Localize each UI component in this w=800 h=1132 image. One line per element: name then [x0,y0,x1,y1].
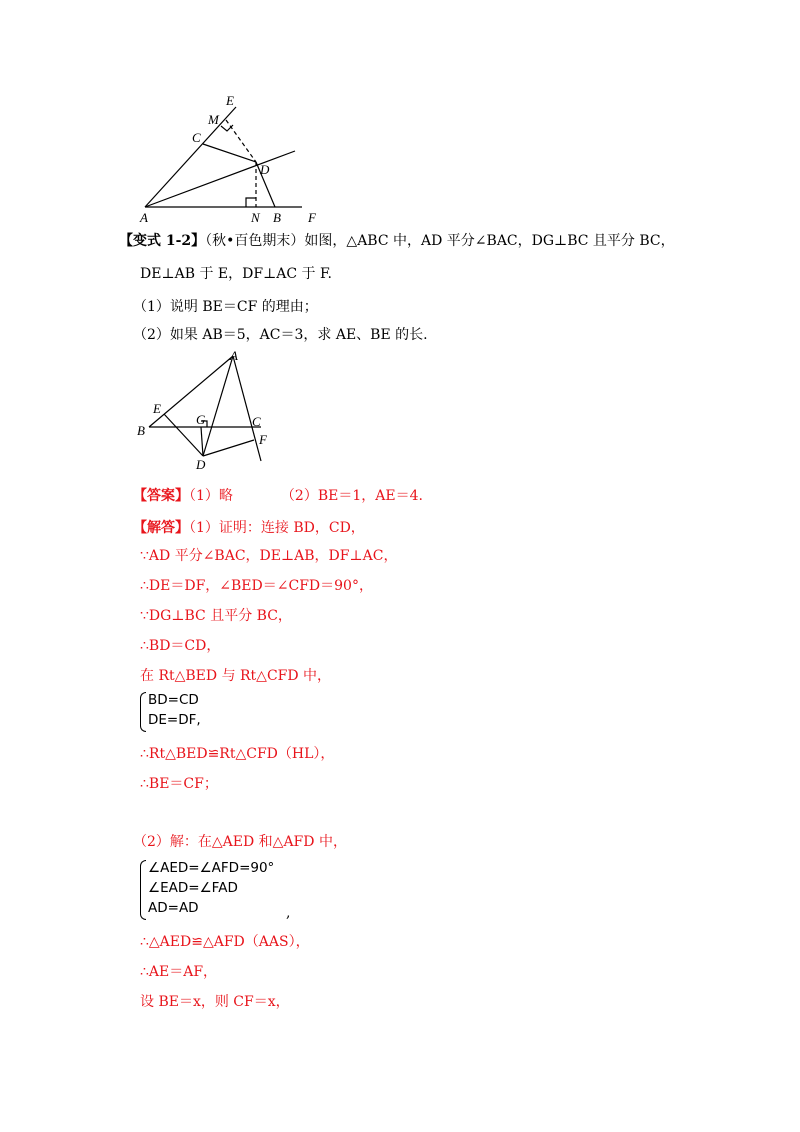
solution-line-9: （2）解：在△AED 和△AFD 中， [133,834,347,850]
solution-line-3: ∴DE＝DF，∠BED＝∠CFD＝90°， [140,578,373,594]
system-1-eq-2: DE=DF, [148,712,201,728]
label-C: C [252,414,261,429]
label-A: A [230,348,238,363]
system-1-tail: , [196,712,201,728]
answer-line [133,487,423,505]
label-B: B [273,210,281,225]
label-A: A [140,210,148,225]
label-E: E [153,401,161,416]
label-B: B [137,423,145,438]
solution-tag: 【解答】 [133,520,189,536]
solution-line-6: 在 Rt△BED 与 Rt△CFD 中， [140,668,332,684]
problem-line-2: DE⊥AB 于 E，DF⊥AC 于 F. [140,266,332,282]
system-1-eq-1: BD=CD [148,692,199,708]
system-2-eq-2: ∠EAD=∠FAD [148,880,238,896]
solution-line-1 [133,519,365,537]
solution-line-7: ∴Rt△BED≌Rt△CFD（HL）， [140,746,335,762]
geometry-figure-1 [130,90,340,225]
answer-part-2: （2）BE＝1，AE＝4. [280,488,423,504]
system-brace-2 [140,860,146,920]
equation-system-2 [148,858,274,918]
solution-line-12: 设 BE＝x，则 CF＝x， [140,994,290,1010]
solution-text-1: （1）证明：连接 BD，CD， [189,520,365,536]
solution-line-11: ∴AE＝AF， [140,964,218,980]
geometry-figure-2 [135,346,275,476]
system-2-tail: , [286,905,291,921]
problem-text-1: （秋•百色期末）如图，△ABC 中，AD 平分∠BAC，DG⊥BC 且平分 BC， [205,233,675,249]
system-brace-1 [140,692,146,732]
label-G: G [196,412,206,427]
equation-system-1 [148,690,201,730]
solution-line-2: ∵AD 平分∠BAC，DE⊥AB，DF⊥AC， [140,548,398,564]
problem-tag: 【变式 1-2】 [119,233,206,249]
solution-line-4: ∵DG⊥BC 且平分 BC， [140,608,292,624]
answer-part-1: （1）略 [189,488,233,504]
label-D: D [260,162,270,177]
label-N: N [251,210,260,225]
question-2: （2）如果 AB＝5，AC＝3，求 AE、BE 的长. [133,327,428,343]
problem-line-1 [119,232,675,250]
label-D: D [196,457,206,472]
system-2-eq-3: AD=AD [148,900,199,916]
system-2-eq-1: ∠AED=∠AFD=90° [148,860,275,876]
label-C: C [192,130,201,145]
solution-line-5: ∴BD＝CD， [140,638,221,654]
question-1: （1）说明 BE＝CF 的理由； [133,299,318,315]
label-F: F [259,432,267,447]
label-E: E [226,93,234,108]
solution-line-8: ∴BE＝CF； [140,776,218,792]
label-M: M [208,112,219,127]
label-F: F [308,210,316,225]
answer-tag: 【答案】 [133,488,189,504]
solution-line-10: ∴△AED≌△AFD（AAS）， [140,934,310,950]
